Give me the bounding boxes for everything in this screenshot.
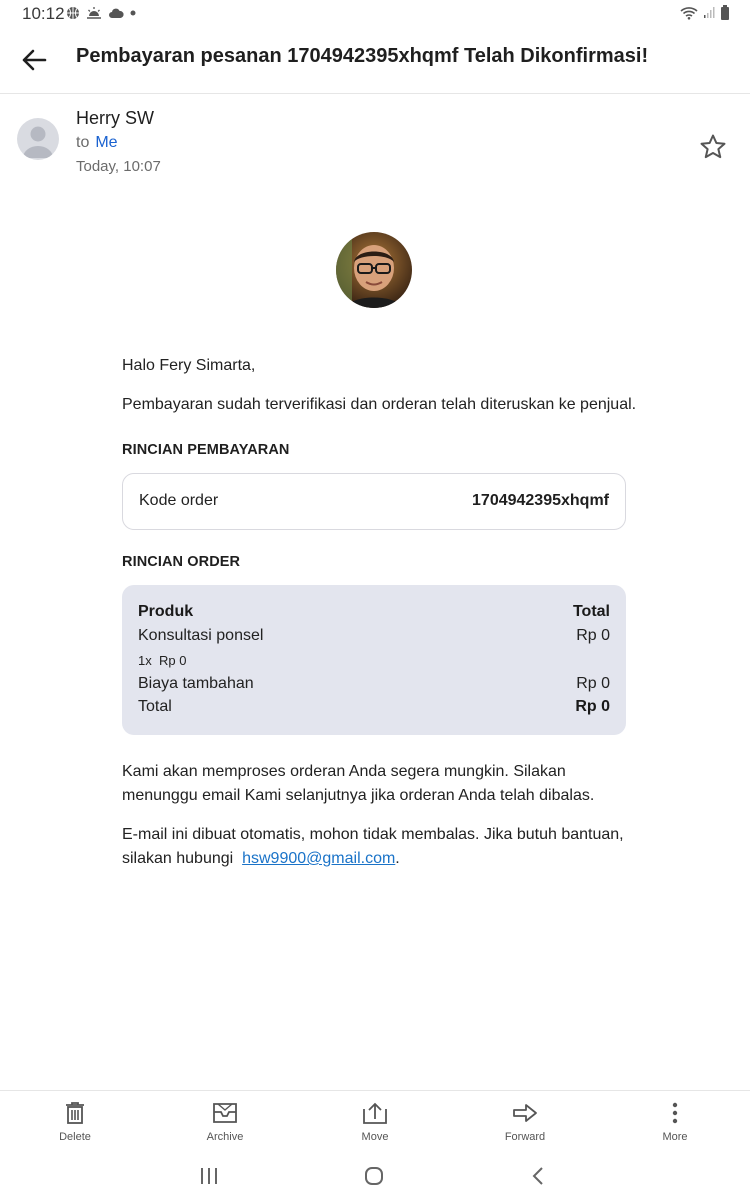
more-vert-icon bbox=[671, 1102, 679, 1124]
status-bar bbox=[0, 0, 750, 28]
sunrise-icon bbox=[86, 6, 102, 20]
email-subject: Pembayaran pesanan 1704942395xhqmf Telah Dikonfirmasi! bbox=[76, 45, 649, 67]
forward-icon bbox=[512, 1103, 538, 1123]
processing-note bbox=[122, 760, 632, 808]
delete-button[interactable] bbox=[25, 1099, 125, 1143]
system-icons bbox=[680, 5, 730, 20]
dot-icon bbox=[130, 10, 136, 16]
auto-email-note bbox=[122, 823, 632, 871]
contact-prefix: silakan hubungi bbox=[122, 850, 234, 867]
order-code-box bbox=[122, 473, 626, 530]
recipient-link[interactable]: Me bbox=[95, 134, 118, 151]
delete-label: Delete bbox=[59, 1131, 91, 1143]
star-button[interactable] bbox=[698, 132, 728, 162]
item-qty-line bbox=[138, 653, 186, 668]
cloud-icon bbox=[108, 7, 124, 19]
system-nav-bar bbox=[0, 1152, 750, 1200]
wifi-icon bbox=[680, 6, 698, 20]
order-details-title: RINCIAN ORDER bbox=[122, 554, 241, 570]
to-label: to bbox=[76, 134, 90, 151]
total-value: Rp 0 bbox=[575, 698, 610, 715]
nav-back-button[interactable] bbox=[518, 1162, 558, 1190]
back-button[interactable] bbox=[14, 40, 54, 80]
trash-icon bbox=[64, 1101, 86, 1125]
processing-note-line-1: Kami akan memproses orderan Anda segera mungkin. Silakan bbox=[122, 763, 566, 780]
basketball-icon bbox=[66, 6, 80, 20]
item-qty: 1x bbox=[138, 653, 152, 668]
app-bar bbox=[0, 28, 750, 94]
contact-email-link[interactable]: hsw9900@gmail.com bbox=[242, 850, 396, 867]
move-icon bbox=[362, 1101, 388, 1125]
item-name: Konsultasi ponsel bbox=[138, 627, 264, 644]
auto-email-note-line-2 bbox=[122, 847, 632, 871]
sender-section bbox=[0, 94, 750, 194]
archive-label: Archive bbox=[206, 1131, 244, 1143]
profile-photo-icon bbox=[336, 232, 412, 308]
move-button[interactable] bbox=[325, 1099, 425, 1143]
arrow-back-icon bbox=[21, 49, 47, 71]
sender-profile-photo bbox=[336, 232, 412, 308]
more-button[interactable] bbox=[625, 1099, 725, 1143]
header-total: Total bbox=[572, 603, 610, 620]
processing-note-line-2: menunggu email Kami selanjutnya jika orderan Anda telah dibalas. bbox=[122, 787, 595, 804]
chevron-left-icon bbox=[531, 1166, 545, 1186]
bottom-action-bar bbox=[0, 1090, 750, 1152]
extra-fee-value: Rp 0 bbox=[576, 675, 610, 692]
battery-icon bbox=[720, 5, 730, 20]
home-button[interactable] bbox=[354, 1162, 394, 1190]
person-icon bbox=[17, 118, 59, 160]
archive-button[interactable] bbox=[175, 1099, 275, 1143]
forward-label: Forward bbox=[504, 1131, 546, 1143]
star-icon bbox=[698, 132, 728, 162]
order-code-label: Kode order bbox=[139, 492, 219, 509]
order-code-value: 1704942395xhqmf bbox=[472, 492, 609, 509]
greeting: Halo Fery Simarta, bbox=[122, 357, 256, 374]
sender-name[interactable]: Herry SW bbox=[76, 108, 154, 128]
archive-icon bbox=[212, 1102, 238, 1124]
auto-email-note-line-1: E-mail ini dibuat otomatis, mohon tidak membalas. Jika butuh bantuan, bbox=[122, 826, 624, 843]
notification-icons bbox=[66, 6, 136, 20]
home-icon bbox=[364, 1166, 384, 1186]
total-label: Total bbox=[138, 698, 172, 715]
forward-button[interactable] bbox=[475, 1099, 575, 1143]
recent-apps-icon bbox=[199, 1167, 219, 1185]
status-time: 10:12 bbox=[22, 4, 65, 23]
extra-fee-label: Biaya tambahan bbox=[138, 675, 254, 692]
item-price: Rp 0 bbox=[576, 627, 610, 644]
order-table bbox=[122, 585, 626, 735]
item-unit-price: Rp 0 bbox=[158, 653, 187, 668]
recipient-row bbox=[76, 134, 118, 152]
move-label: Move bbox=[361, 1131, 389, 1143]
header-product: Produk bbox=[138, 603, 194, 620]
payment-details-title: RINCIAN PEMBAYARAN bbox=[122, 442, 290, 458]
more-label: More bbox=[662, 1131, 688, 1143]
contact-suffix: . bbox=[395, 850, 400, 867]
intro-text: Pembayaran sudah terverifikasi dan orderan telah diteruskan ke penjual. bbox=[122, 396, 637, 413]
recent-apps-button[interactable] bbox=[189, 1162, 229, 1190]
sender-avatar[interactable] bbox=[17, 118, 59, 160]
email-date: Today, 10:07 bbox=[76, 158, 161, 175]
signal-icon bbox=[702, 6, 716, 20]
